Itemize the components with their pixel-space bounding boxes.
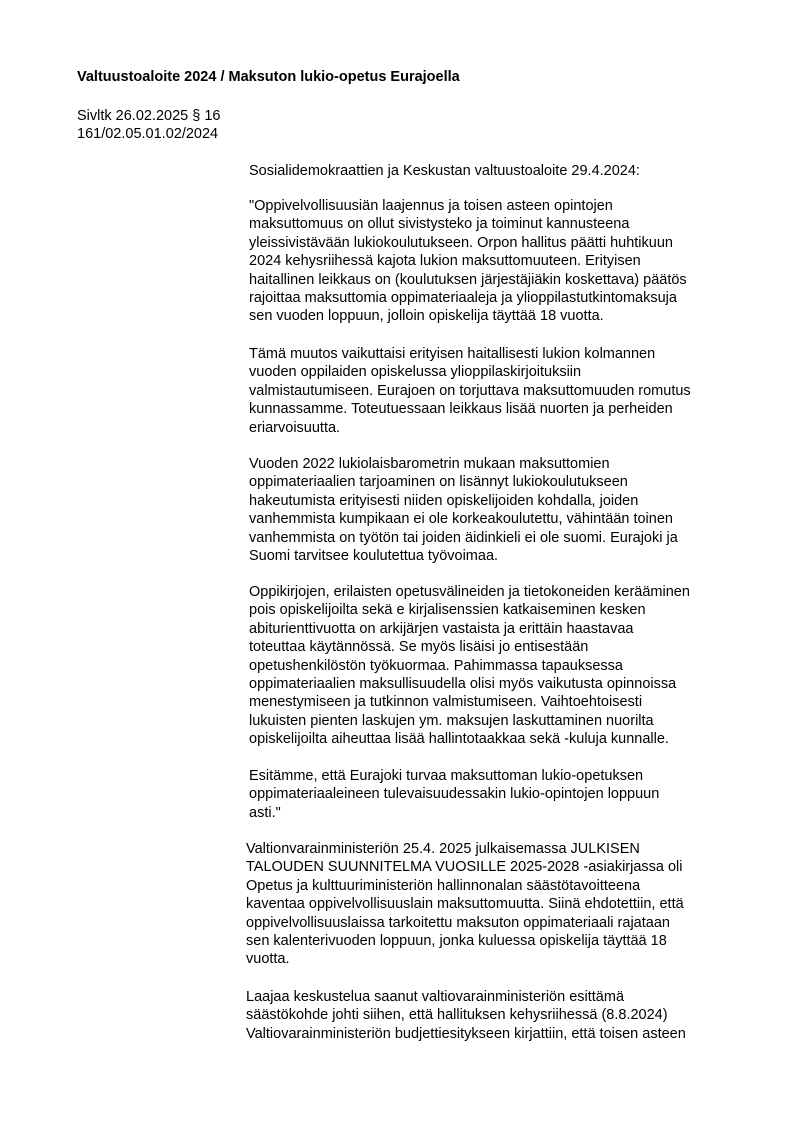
text-line: Esitämme, että Eurajoki turvaa maksuttoman lukio-opetuksen [249,768,644,784]
text-line: opetushenkilöstön työkuormaa. Pahimmassa tapauksessa [249,657,623,674]
text-line: 2024 kehysriihessä kajota lukion maksuttomuuteen. Erityisen [249,253,641,270]
paragraph-quote-4 [249,583,690,749]
meta-line-meeting: Sivltk 26.02.2025 § 16 [77,108,221,124]
text-line: Oppikirjojen, erilaisten opetusvälineiden ja tietokoneiden kerääminen [249,584,690,600]
text-line: menestymiseen ja tutkinnon valmistumiseen. Vaihtoehtoisesti [249,694,643,711]
text-line: vuotta. [246,951,290,968]
paragraph-quote-2 [249,345,691,437]
text-line: Laajaa keskustelua saanut valtiovarainministeriön esittämä [246,989,625,1005]
text-line: Vuoden 2022 lukiolaisbarometrin mukaan maksuttomien [249,456,610,472]
text-line: Valtiovarainministeriön budjettiesitykseen kirjattiin, että toisen asteen [246,1025,686,1042]
text-line: kunnassamme. Toteutuessaan leikkaus lisää nuorten ja perheiden [249,401,673,418]
paragraph-budget-discussion [246,988,686,1043]
text-line: oppimateriaalien tarjoaminen on lisännyt lukiokoulutukseen [249,474,628,491]
text-line: vanhemmista on työtön tai joiden äidinkieli ei ole suomi. Eurajoki ja [249,529,678,546]
text-line: oppimateriaalien maksullisuudella olisi myös vaikutusta opinnoissa [249,676,677,693]
text-line: sen vuoden loppuun, jolloin opiskelija täyttää 18 vuotta. [249,308,604,325]
meta-line-record-number: 161/02.05.01.02/2024 [77,126,219,142]
text-line: Tämä muutos vaikuttaisi erityisen haitallisesti lukion kolmannen [249,346,656,362]
text-line: vanhemmista kumpikaan ei ole korkeakoulutettu, vähintään toinen [249,511,673,528]
text-line: rajoittaa maksuttomia oppimateriaaleja ja ylioppilastutkintomaksuja [249,290,677,307]
text-line: Valtionvarainministeriön 25.4. 2025 julkaisemassa JULKISEN [246,841,640,857]
text-line: oppimateriaaleineen tulevaisuudessakin lukio-opintojen loppuun [249,786,660,803]
paragraph-ministry-plan [246,840,684,969]
text-line: vuoden oppilaiden opiskelussa ylioppilaskirjoituksiin [249,364,582,381]
text-line: pois opiskelijoilta sekä e kirjalisenssien katkaiseminen kesken [249,602,646,619]
text-line: maksuttomuus on ollut sivistysteko ja toiminut kannusteena [249,216,630,233]
text-line: lukuisten pienten laskujen ym. maksujen laskuttaminen nuorilta [249,712,654,729]
paragraph-initiative-intro [249,162,640,180]
text-line: yleissivistävään lukiokoulutukseen. Orpon hallitus päätti huhtikuun [249,234,673,251]
text-line: Sosialidemokraattien ja Keskustan valtuustoaloite 29.4.2024: [249,163,640,179]
document-title: Valtuustoaloite 2024 / Maksuton lukio-opetus Eurajoella [77,69,460,85]
paragraph-quote-5 [249,767,659,822]
text-line: hakeutumista erityisesti niiden opiskelijoiden kohdalla, joiden [249,492,639,509]
text-line: asti." [249,804,281,821]
text-line: sen kalenterivuoden loppuun, jonka kuluessa opiskelija täyttää 18 [246,933,667,950]
text-line: opiskelijoilta aiheuttaa lisää hallintotaakkaa sekä -kuluja kunnalle. [249,731,669,748]
text-line: eriarvoisuutta. [249,419,341,436]
text-line: valmistautumiseen. Eurajoen on torjuttava maksuttomuuden romutus [249,382,691,399]
paragraph-quote-3 [249,455,678,565]
text-line: oppivelvollisuuslaissa tarkoitettu maksuton oppimateriaali rajataan [246,914,670,931]
text-line: toteuttaa käytännössä. Se myös lisäisi jo entisestään [249,639,589,656]
text-line: haitallinen leikkaus on (koulutuksen järjestäjiäkin koskettava) päätös [249,271,687,288]
text-line: abiturienttivuotta on arkijärjen vastaista ja erittäin haastavaa [249,620,634,637]
text-line: "Oppivelvollisuusiän laajennus ja toisen asteen opintojen [249,198,613,214]
paragraph-quote-1 [249,197,687,326]
text-line: kaventaa oppivelvollisuuslain maksuttomuutta. Siinä ehdotettiin, että [246,896,684,913]
text-line: säästökohde johti siihen, että hallituksen kehysriihessä (8.8.2024) [246,1007,668,1024]
document-meta [77,107,221,143]
text-line: Suomi tarvitsee koulutettua työvoimaa. [249,548,499,565]
text-line: TALOUDEN SUUNNITELMA VUOSILLE 2025-2028 -asiakirjassa oli [246,859,683,876]
text-line: Opetus ja kulttuuriministeriön hallinnonalan säästötavoitteena [246,877,641,894]
